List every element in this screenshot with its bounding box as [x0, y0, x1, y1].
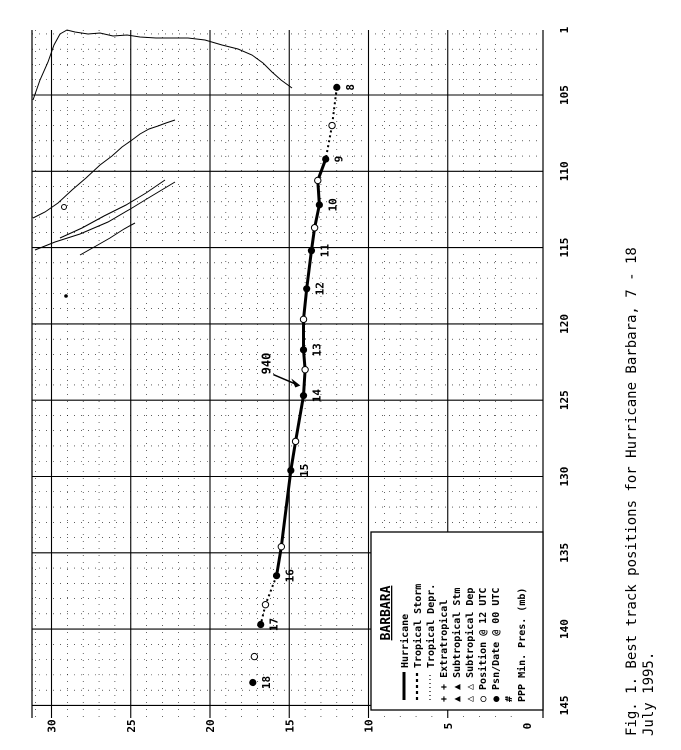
legend-item-label: Tropical Depr. [426, 583, 437, 668]
lon-tick-label: 130 [558, 466, 571, 487]
legend-item-label: ○ Position @ 12 UTC [478, 587, 489, 702]
min-pressure-annotation [259, 353, 300, 388]
lat-tick-label: 10 [362, 719, 376, 733]
lat-tick-label: 15 [283, 719, 297, 733]
day-label: 8 [343, 84, 357, 91]
position-12utc-marker [278, 543, 284, 549]
day-label: 12 [313, 282, 327, 296]
track-segment [265, 576, 276, 605]
position-00utc-marker [333, 84, 340, 91]
position-12utc-marker [292, 438, 298, 444]
position-12utc-marker [300, 316, 306, 322]
position-00utc-marker [273, 572, 280, 579]
latitude-tick-labels [46, 719, 535, 732]
lon-tick-label: 105 [558, 85, 571, 105]
position-00utc-marker [316, 201, 323, 208]
caption-line-2: July 1995. [641, 651, 657, 736]
position-00utc-marker [257, 621, 264, 628]
lat-tick-label: 25 [124, 719, 138, 733]
longitude-tick-labels [558, 26, 571, 715]
legend-item-label: ● Psn/Date @ 00 UTC [491, 587, 502, 702]
position-00utc-marker [308, 247, 315, 254]
track-segment [332, 87, 337, 125]
island [62, 205, 67, 210]
legend-item-label: # [504, 695, 515, 702]
legend-item-label: Tropical Storm [413, 583, 424, 668]
day-label: 14 [310, 388, 324, 403]
day-label: 16 [283, 569, 297, 583]
lon-tick-label: 135 [558, 542, 571, 563]
position-00utc-marker [300, 346, 307, 353]
lat-tick-label: 0 [521, 722, 534, 730]
track-segment [307, 251, 312, 289]
lon-tick-label: 120 [558, 313, 571, 334]
position-00utc-marker [303, 285, 310, 292]
lon-tick-label: 1 [558, 26, 571, 34]
min-pressure-label: 940 [259, 352, 274, 375]
baja-tip [80, 223, 135, 255]
legend-title: BARBARA [379, 585, 394, 641]
day-label: 15 [297, 463, 311, 478]
coastline-inner [33, 120, 175, 218]
baja-east [60, 180, 165, 238]
island-speck [64, 294, 68, 298]
caption-line-1: Fig. 1. Best track positions for Hurricane Barbara, 7 - 18 [624, 247, 640, 736]
day-label: 11 [318, 244, 332, 258]
track-segment [277, 547, 282, 576]
day-label: 9 [332, 155, 346, 163]
legend-item-label: PPP Min. Pres. (mb) [517, 587, 528, 702]
lat-tick-label: 5 [441, 722, 455, 730]
lon-tick-label: 110 [558, 161, 571, 182]
track-segment [296, 396, 304, 442]
position-12utc-marker [329, 122, 335, 128]
lon-tick-label: 145 [558, 695, 571, 716]
pressure-arrow [273, 375, 294, 384]
lon-tick-label: 125 [558, 390, 571, 411]
legend-item-label: ▲ ▲ Subtropical Stm [452, 587, 463, 702]
day-label: 13 [310, 343, 324, 357]
position-12utc-marker [262, 601, 268, 607]
day-label: 17 [267, 617, 281, 632]
lat-tick-label: 20 [204, 719, 217, 733]
track-segment [304, 370, 306, 396]
legend-item-label: △ △ Subtropical Dep [465, 587, 476, 702]
figure-caption [624, 247, 657, 736]
position-00utc-marker [322, 155, 329, 162]
lon-tick-label: 115 [558, 237, 571, 258]
day-label: 18 [259, 675, 273, 690]
legend-item-label: + + Extratropical [439, 599, 450, 702]
day-label: 10 [326, 198, 340, 212]
legend-box [371, 532, 543, 710]
position-00utc-marker [249, 679, 256, 686]
legend-item-label: Hurricane [400, 613, 411, 668]
lon-tick-label: 140 [558, 619, 571, 640]
track-segment [326, 126, 332, 160]
position-12utc-marker [311, 225, 317, 231]
position-12utc-marker [251, 653, 257, 659]
track-segment [304, 289, 307, 320]
position-00utc-marker [300, 392, 307, 399]
lat-tick-label: 30 [45, 719, 59, 733]
position-12utc-marker [315, 177, 321, 183]
position-00utc-marker [287, 467, 294, 474]
position-12utc-marker [302, 366, 308, 372]
